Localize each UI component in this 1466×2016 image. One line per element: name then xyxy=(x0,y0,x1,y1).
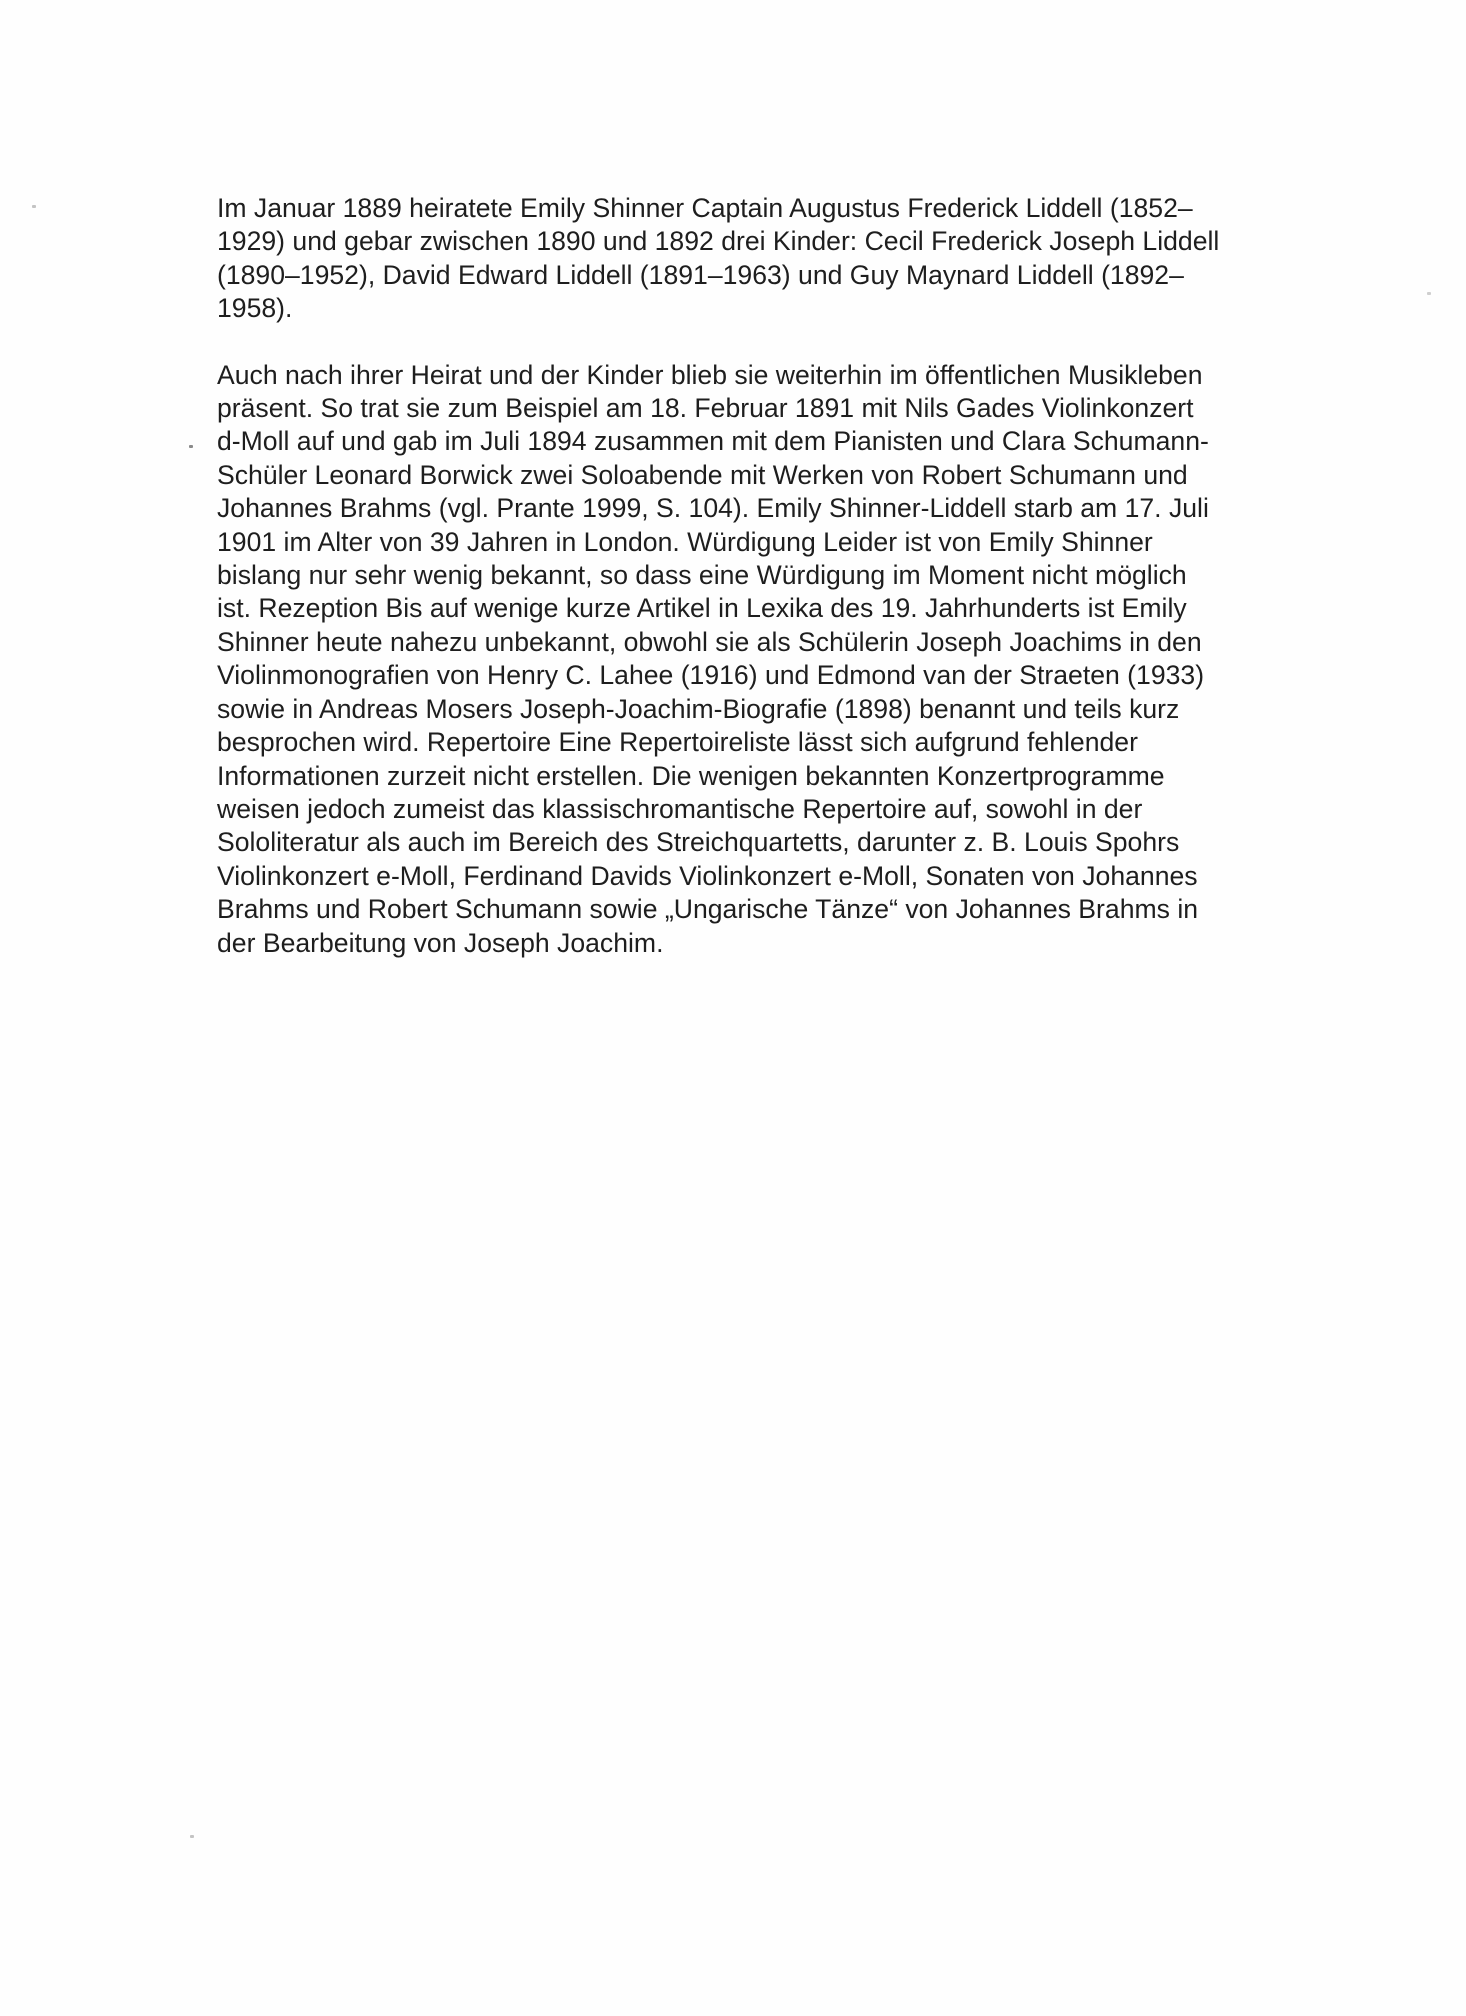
paragraph-marriage: Im Januar 1889 heiratete Emily Shinner Captain Augustus Frederick Liddell (1852– 1929) und gebar zwischen 1890 und 1892 drei Kinder: Cecil Frederick Joseph Liddell (1890–1952), David Edward Liddell (1891–1963) und Guy Maynard Liddell (1892– 1958). xyxy=(217,193,1220,324)
paragraph-career-reception: Auch nach ihrer Heirat und der Kinder blieb sie weiterhin im öffentlichen Musikleben präsent. So trat sie zum Beispiel am 18. Februar 1891 mit Nils Gades Violinkonzert d-Moll auf und gab im Juli 1894 zusammen mit dem Pianisten und Clara Schumann- Schüler Leonard Borwick zwei Soloabende mit Werken von Robert Schumann und Johannes Brahms (vgl. Prante 1999, S. 104). Emily Shinner-Liddell starb am 17. Juli 1901 im Alter von 39 Jahren in London. Würdigung Leider ist von Emily Shinner bislang nur sehr wenig bekannt, so dass eine Würdigung im Moment nicht möglich ist. Rezeption Bis auf wenige kurze Artikel in Lexika des 19. Jahrhunderts ist Emily Shinner heute nahezu unbekannt, obwohl sie als Schülerin Joseph Joachims in den Violinmonografien von Henry C. Lahee (1916) und Edmond van der Straeten (1933) sowie in Andreas Mosers Joseph-Joachim-Biografie (1898) benannt und teils kurz besprochen wird. Repertoire Eine Repertoireliste lässt sich aufgrund fehlender Informationen zurzeit nicht erstellen. Die wenigen bekannten Konzertprogramme weisen jedoch zumeist das klassischromantische Repertoire auf, sowohl in der Sololiteratur als auch im Bereich des Streichquartetts, darunter z. B. Louis Spohrs Violinkonzert e-Moll, Ferdinand Davids Violinkonzert e-Moll, Sonaten von Johannes Brahms und Robert Schumann sowie „Ungarische Tänze“ von Johannes Brahms in der Bearbeitung von Joseph Joachim. xyxy=(217,359,1209,958)
document-body xyxy=(217,192,1277,960)
scan-speck xyxy=(32,205,36,208)
scan-speck xyxy=(189,445,193,448)
scan-speck xyxy=(1427,292,1431,295)
scan-speck xyxy=(190,1835,194,1838)
